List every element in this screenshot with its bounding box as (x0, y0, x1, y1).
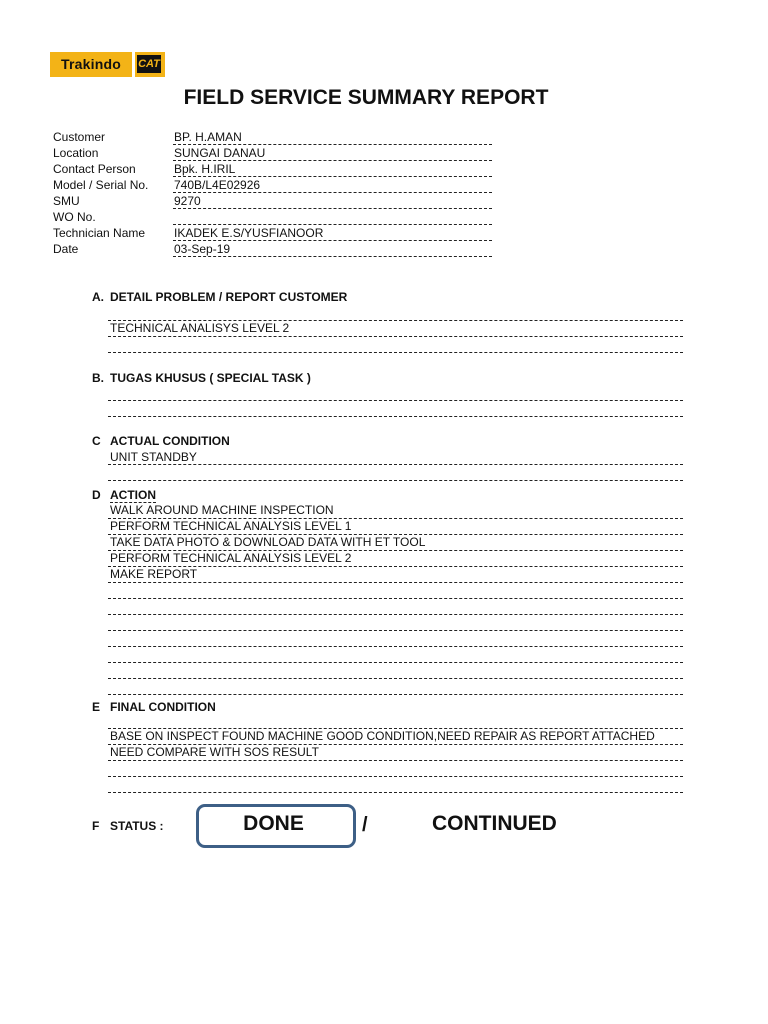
section-c-letter: C (92, 434, 101, 448)
dotted-line (108, 678, 683, 679)
cat-badge: CAT (137, 55, 161, 73)
dotted-line (108, 776, 683, 777)
dotted-line (108, 416, 683, 417)
section-d-line-5: MAKE REPORT (110, 567, 198, 581)
section-c-title: ACTUAL CONDITION (110, 434, 230, 448)
section-d-line-4: PERFORM TECHNICAL ANALYSIS LEVEL 2 (110, 551, 352, 565)
section-e-line-1: BASE ON INSPECT FOUND MACHINE GOOD CONDITION,NEED REPAIR AS REPORT ATTACHED (110, 729, 655, 743)
section-d-title: ACTION (110, 488, 156, 502)
section-e-letter: E (92, 700, 101, 714)
status-separator: / (362, 814, 368, 836)
dotted-line (108, 400, 683, 401)
section-e-line-2: NEED COMPARE WITH SOS RESULT (110, 745, 319, 759)
dotted-line (108, 614, 683, 615)
wo-value (173, 210, 492, 225)
section-b-title: TUGAS KHUSUS ( SPECIAL TASK ) (110, 371, 311, 385)
smu-value: 9270 (173, 194, 492, 209)
section-d-line-3: TAKE DATA PHOTO & DOWNLOAD DATA WITH ET TOOL (110, 535, 426, 549)
section-d-line-2: PERFORM TECHNICAL ANALYSIS LEVEL 1 (110, 519, 352, 533)
section-d-line-1: WALK AROUND MACHINE INSPECTION (110, 503, 334, 517)
section-a-line-1: TECHNICAL ANALISYS LEVEL 2 (110, 321, 290, 335)
section-c-line-1: UNIT STANDBY (110, 450, 197, 464)
dotted-line (108, 760, 683, 761)
dotted-line (108, 792, 683, 793)
dotted-line (108, 630, 683, 631)
contact-value: Bpk. H.IRIL (173, 162, 492, 177)
dotted-line (108, 336, 683, 337)
date-value: 03-Sep-19 (173, 242, 492, 257)
model-label: Model / Serial No. (53, 178, 149, 192)
status-label: STATUS : (110, 819, 164, 833)
section-e-title: FINAL CONDITION (110, 700, 216, 714)
dotted-line (108, 646, 683, 647)
smu-label: SMU (53, 194, 80, 208)
section-a-title: DETAIL PROBLEM / REPORT CUSTOMER (110, 290, 348, 304)
location-label: Location (53, 146, 99, 160)
customer-value: BP. H.AMAN (173, 130, 492, 145)
dotted-line (108, 694, 683, 695)
brand-name: Trakindo (50, 52, 132, 77)
dotted-line (108, 582, 683, 583)
location-value: SUNGAI DANAU (173, 146, 492, 161)
technician-label: Technician Name (53, 226, 146, 240)
page-title: FIELD SERVICE SUMMARY REPORT (183, 86, 549, 109)
dotted-line (108, 662, 683, 663)
trakindo-logo (50, 52, 165, 77)
section-b-letter: B. (92, 371, 104, 385)
dotted-line (108, 352, 683, 353)
date-label: Date (53, 242, 79, 256)
status-continued: CONTINUED (432, 812, 557, 835)
customer-label: Customer (53, 130, 106, 144)
status-done: DONE (243, 812, 304, 835)
section-f-letter: F (92, 819, 100, 833)
wo-label: WO No. (53, 210, 96, 224)
dotted-line (108, 598, 683, 599)
contact-label: Contact Person (53, 162, 136, 176)
dotted-line (108, 464, 683, 465)
cat-logo-icon (135, 52, 165, 77)
model-value: 740B/L4E02926 (173, 178, 492, 193)
section-d-letter: D (92, 488, 101, 502)
dotted-line (108, 480, 683, 481)
technician-value: IKADEK E.S/YUSFIANOOR (173, 226, 492, 241)
section-a-letter: A. (92, 290, 104, 304)
